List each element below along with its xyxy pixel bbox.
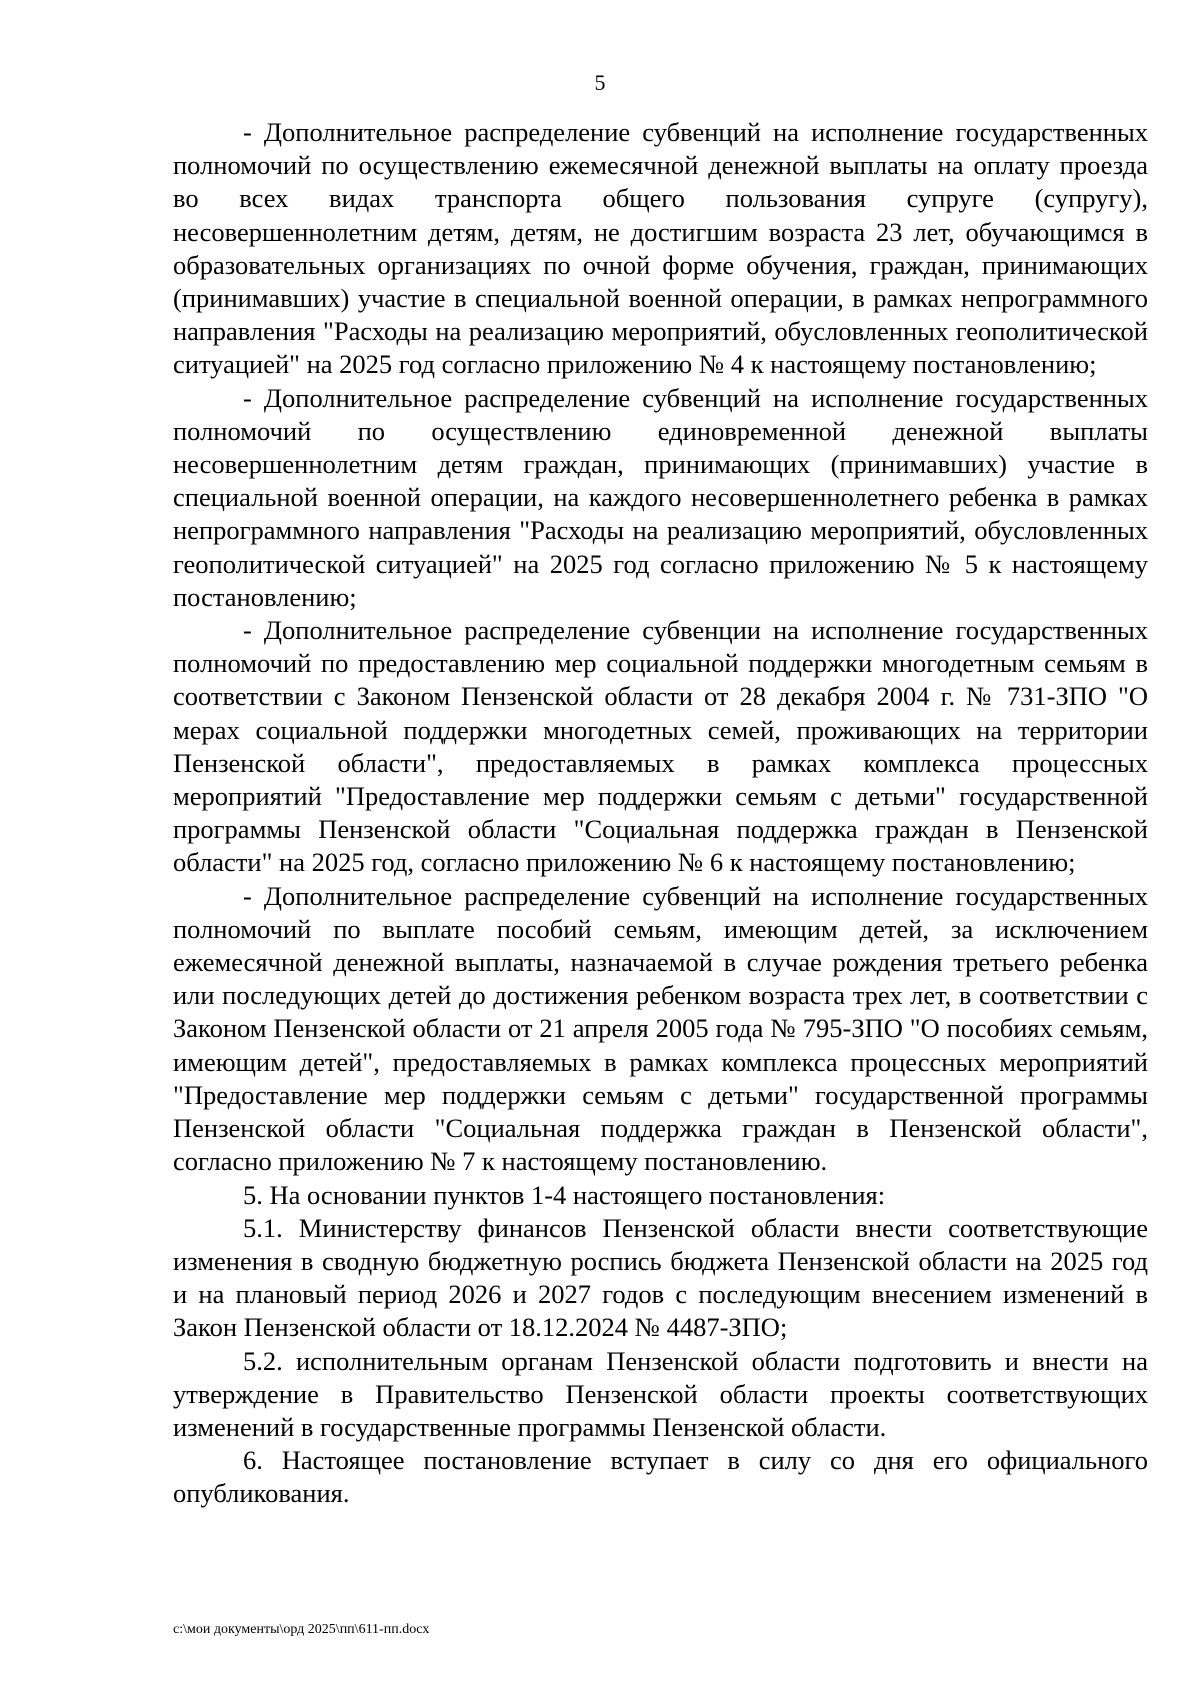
paragraph-item-5-1: 5.1. Министерству финансов Пензенской области внести соответствующие изменения в сводную бюджетную роспись бюджета Пензенской области на 2025 год и на плановый период 2026 и 2027 годов с последующим внесением изменений в Закон Пензенской области от 18.12.2024 № 4487-ЗПО; [173, 1212, 1148, 1343]
paragraph-subvention-transport: - Дополнительное распределение субвенций на исполнение государственных полномочий по осуществлению ежемесячной денежной выплаты на оплату проезда во всех видах транспорта общего пользования супруге (супругу), несовершеннолетним детям, детям, не достигшим возраста 23 лет, обучающимся в образовательных организациях по очной форме обучения, граждан, принимающих (принимавших) участие в специальной военной операции, в рамках непрограммного направления "Расходы на реализацию мероприятий, обусловленных геополитической ситуацией" на 2025 год согласно приложению № 4 к настоящему постановлению; [173, 117, 1148, 380]
document-body [173, 116, 1148, 1511]
paragraph-item-5-2: 5.2. исполнительным органам Пензенской области подготовить и внести на утверждение в Правительство Пензенской области проекты соответствующих изменений в государственные программы Пензенской области. [173, 1345, 1148, 1442]
page-number: 5 [594, 70, 606, 95]
paragraph-subvention-lump-sum: - Дополнительное распределение субвенций на исполнение государственных полномочий по осуществлению единовременной денежной выплаты несовершеннолетним детям граждан, принимающих (принимавших) участие в специальной военной операции, на каждого несовершеннолетнего ребенка в рамках непрограммного направления "Расходы на реализацию мероприятий, обусловленных геополитической ситуацией" на 2025 год согласно приложению № 5 к настоящему постановлению; [173, 382, 1148, 612]
footer-file-path: c:\мои документы\орд 2025\пп\611-пп.docx [173, 1622, 430, 1637]
paragraph-subvention-family-benefits: - Дополнительное распределение субвенций на исполнение государственных полномочий по выплате пособий семьям, имеющим детей, за исключением ежемесячной денежной выплаты, назначаемой в случае рождения третьего ребенка или последующих детей до достижения ребенком возраста трех лет, в соответствии с Законом Пензенской области от 21 апреля 2005 года № 795-ЗПО "О пособиях семьям, имеющим детей", предоставляемых в рамках комплекса процессных мероприятий "Предоставление мер поддержки семьям с детьми" государственной программы Пензенской области "Социальная поддержка граждан в Пензенской области", согласно приложению № 7 к настоящему постановлению. [173, 880, 1148, 1177]
paragraph-subvention-large-families: - Дополнительное распределение субвенции на исполнение государственных полномочий по предоставлению мер социальной поддержки многодетным семьям в соответствии с Законом Пензенской области от 28 декабря 2004 г. № 731-ЗПО "О мерах социальной поддержки многодетных семей, проживающих на территории Пензенской области", предоставляемых в рамках комплекса процессных мероприятий "Предоставление мер поддержки семьям с детьми" государственной программы Пензенской области "Социальная поддержка граждан в Пензенской области" на 2025 год, согласно приложению № 6 к настоящему постановлению; [173, 615, 1148, 878]
paragraph-item-5: 5. На основании пунктов 1-4 настоящего постановления: [243, 1179, 886, 1210]
paragraph-item-6: 6. Настоящее постановление вступает в силу со дня его официального опубликования. [173, 1445, 1148, 1509]
